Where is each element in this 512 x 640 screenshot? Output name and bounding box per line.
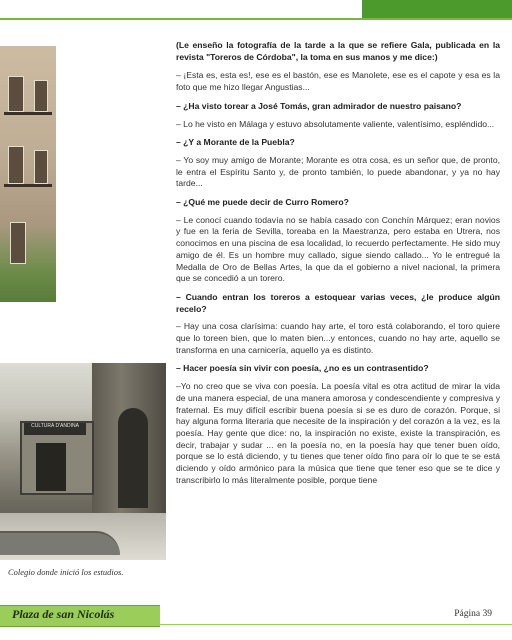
answer-paragraph: – ¡Esta es, esta es!, ese es el bastón, ese es Manolete, ese es el capote y esa es la foto que me hizo llegar Angustias... [176, 70, 500, 93]
question-paragraph: – Hacer poesía sin vivir con poesía, ¿no es un contrasentido? [176, 363, 429, 374]
question-paragraph: – ¿Y a Morante de la Puebla? [176, 137, 295, 148]
header-accent [362, 0, 512, 18]
shop-door [36, 443, 66, 491]
building-photo [0, 46, 56, 302]
photo-caption: Colegio donde inició los estudios. [8, 567, 124, 577]
street-photo [0, 363, 166, 560]
window [8, 146, 24, 184]
intro-paragraph: (Le enseño la fotografía de la tarde a la que se refiere Gala, publicada en la revista "Toreros de Córdoba", la toma en sus manos y me dice:) [176, 40, 500, 62]
church-door [118, 408, 148, 508]
interview-blocks [176, 70, 500, 486]
answer-paragraph: – Lo he visto en Málaga y estuvo absolutamente valiente, valentísimo, espléndido... [176, 118, 495, 129]
window [10, 222, 26, 264]
answer-paragraph: –Yo no creo que se viva con poesía. La poesía vital es otra actitud de mirar la vida de una manera especial, de una manera amorosa y condescendiente y compresiva y fraternal. Es muy difícil escribir buena poesía si se es duro de corazón. Porque, si hay alguna forma literaria que necesite de la inspiración y del corazón a la vez, es la poesía. Hay gente que dice: no, la inspiración no existe, existe la transpiración, es decir, trabajar y sudar ... en la poesía no, en la poesía hay que tener buen oído, porque se lo está diciendo, y tu tienes que tener oído fino para oír lo que te se está diciendo y oído armónico para la música que tiene que tener eso que se te dice y transcribirlo lo más literalmente posible, porque tiene [176, 381, 500, 485]
question-paragraph: – ¿Ha visto torear a José Tomás, gran admirador de nuestro paisano? [176, 100, 462, 111]
question-paragraph: – ¿Qué me puede decir de Curro Romero? [176, 197, 349, 208]
question-paragraph: – Cuando entran los toreros a estoquear varias veces, ¿le produce algún recelo? [176, 291, 500, 314]
answer-paragraph: – Hay una cosa clarísima: cuando hay arte, el toro está colaborando, el toro quiere que lo toreen bien, que lo maten bien...y entonces, cuando no hay arte, aquello se transforma en una carnicería, aquello ya es distinto. [176, 321, 500, 355]
answer-paragraph: – Yo soy muy amigo de Morante; Morante es otra cosa, es un señor que, de pronto, le entra el Espíritu Santo y, de pronto también, lo puede abandonar, y ya no hay tarde... [176, 154, 500, 189]
window [34, 80, 48, 112]
interview-text [176, 40, 500, 494]
page-number: Página 39 [454, 609, 492, 619]
street-curb [0, 531, 120, 555]
balcony [4, 112, 52, 115]
window [8, 76, 24, 112]
window [34, 150, 48, 184]
answer-paragraph: – Le conocí cuando todavía no se había casado con Conchín Márquez; eran novios y fue en la feria de Sevilla, toreaba en la Maestranza, pero estaba en Utrera, nos conocimos en una piscina de esa localidad, lo recuerdo perfectamente. He sido muy amigo de él. Es un hombre muy callado, sigue siendo callado... Yo le entregué la Medalla de Oro de Bellas Artes, la que da el gobierno a nivel nacional, la primera que se concedió a un torero. [176, 214, 500, 284]
footer-rule [160, 624, 512, 625]
shop-sign: CULTURA D'ANDINA [24, 423, 86, 435]
section-title: Plaza de san Nicolás [12, 607, 115, 621]
balcony [4, 184, 52, 187]
